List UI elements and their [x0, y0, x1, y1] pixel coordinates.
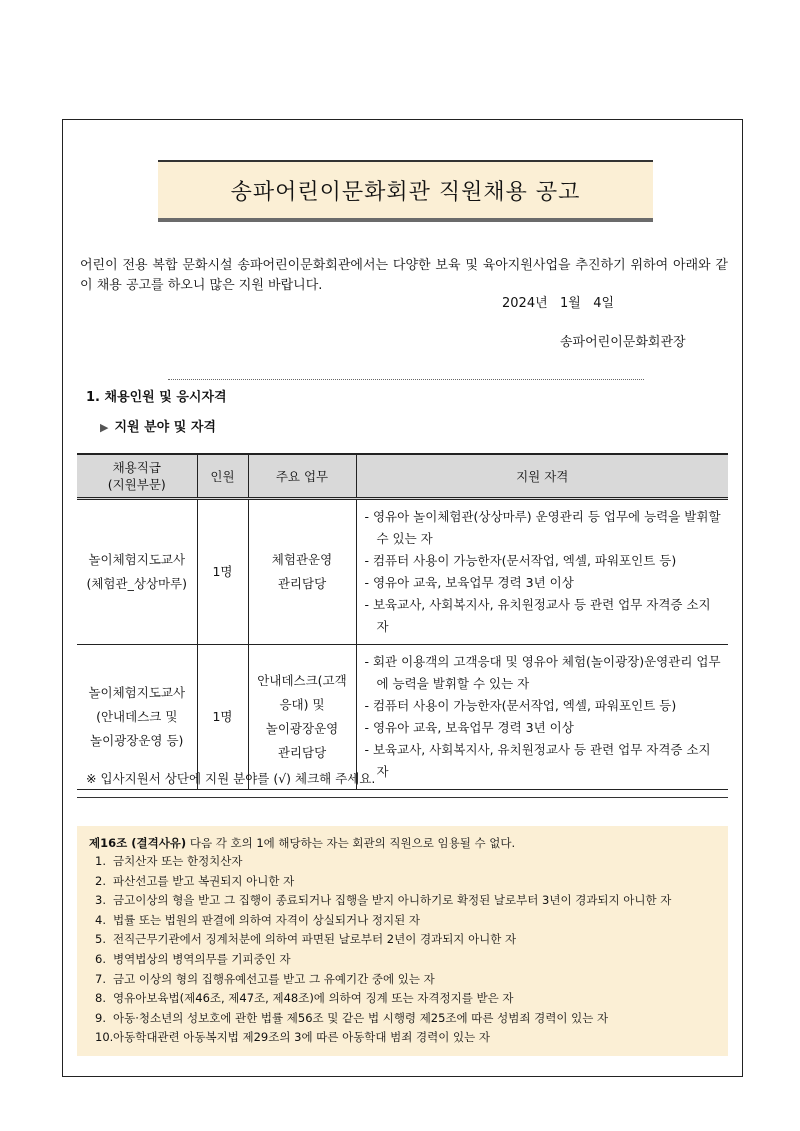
duty-line: 관리담당 — [277, 576, 327, 591]
item-number: 1. — [95, 854, 106, 868]
section-heading: 1. 채용인원 및 응시자격 — [86, 390, 227, 405]
list-item — [95, 1028, 718, 1048]
check-note: ※ 입사지원서 상단에 지원 분야를 (√) 체크해 주세요. — [86, 771, 376, 786]
cell-position — [77, 645, 197, 790]
qualification-item: - 영유아 놀이체험관(상상마루) 운영관리 등 업무에 능력을 발휘할 수 있는 자 — [364, 509, 721, 546]
intro-paragraph: 어린이 전용 복합 문화시설 송파어린이문화회관에서는 다양한 보육 및 육아지원사업을 추진하기 위하여 아래와 같이 채용 공고를 하오니 많은 지원 바랍니다. — [80, 258, 728, 293]
item-number: 4. — [95, 912, 106, 927]
page-title: 송파어린이문화회관 직원채용 공고 — [230, 179, 581, 205]
item-text: 병역법상의 병역의무를 기피중인 자 — [113, 951, 291, 966]
title-banner — [158, 160, 653, 222]
subsection-heading — [100, 416, 216, 435]
cell-position — [77, 499, 197, 645]
item-text: 아동학대관련 아동복지법 제29조의 3에 따른 아동학대 범죄 경력이 있는 자 — [113, 1030, 491, 1045]
law-title: 제16조 (결격사유) — [89, 836, 187, 850]
position-line: 놀이광장운영 등) — [90, 733, 184, 748]
list-item — [95, 930, 718, 950]
issuer-name: 송파어린이문화회관장 — [560, 335, 686, 350]
qualification-item: - 보육교사, 사회복지사, 유치원정교사 등 관련 업무 자격증 소지자 — [364, 742, 711, 779]
recruitment-table — [77, 453, 728, 790]
qualification-item: - 영유아 교육, 보육업무 경력 3년 이상 — [364, 720, 574, 735]
table-row — [77, 499, 728, 645]
disqualification-box — [77, 826, 728, 1056]
duty-line: 놀이광장운영 — [265, 721, 339, 736]
header-count: 인원 — [197, 454, 248, 499]
header-position — [77, 454, 197, 499]
header-duty: 주요 업무 — [248, 454, 356, 499]
item-number: 9. — [95, 1010, 106, 1025]
list-item — [95, 911, 718, 931]
position-line: 놀이체험지도교사 — [88, 552, 186, 567]
item-number: 3. — [95, 893, 106, 908]
list-item — [95, 891, 718, 911]
qualification-item: - 보육교사, 사회복지사, 유치원정교사 등 관련 업무 자격증 소지자 — [364, 597, 711, 634]
item-text: 금치산자 또는 한정치산자 — [113, 854, 243, 868]
cell-count: 1명 — [197, 499, 248, 645]
list-item — [95, 989, 718, 1009]
item-number: 2. — [95, 873, 106, 888]
duty-line: 관리담당 — [277, 745, 327, 760]
position-line: (안내데스크 및 — [96, 709, 178, 724]
qualification-item: - 회관 이용객의 고객응대 및 영유아 체험(놀이광장)운영관리 업무에 능력을 발휘할 수 있는 자 — [364, 654, 721, 691]
law-heading — [89, 834, 718, 852]
disqualification-list — [89, 852, 718, 1048]
table-row — [77, 645, 728, 790]
position-line: 놀이체험지도교사 — [88, 685, 186, 700]
duty-line: 체험관운영 — [271, 552, 333, 567]
cell-qualifications — [356, 499, 728, 645]
header-position-line1: 채용직급 — [112, 460, 161, 475]
subsection-label: 지원 분야 및 자격 — [114, 420, 216, 435]
header-position-line2: (지원부문) — [107, 477, 166, 492]
list-item — [95, 1009, 718, 1029]
triangle-bullet-icon: ▶ — [100, 421, 109, 434]
cell-count: 1명 — [197, 645, 248, 790]
item-text: 법률 또는 법원의 판결에 의하여 자격이 상실되거나 정지된 자 — [113, 912, 420, 927]
list-item — [95, 970, 718, 990]
item-number: 7. — [95, 971, 106, 986]
item-text: 금고 이상의 형의 집행유예선고를 받고 그 유예기간 중에 있는 자 — [113, 971, 435, 986]
list-item — [95, 950, 718, 970]
dotted-divider — [168, 379, 644, 380]
table-header-row — [77, 454, 728, 499]
list-item — [95, 872, 718, 892]
item-number: 8. — [95, 991, 106, 1006]
position-line: (체험관_상상마루) — [86, 576, 188, 591]
cell-duty — [248, 499, 356, 645]
item-text: 전직근무기관에서 징계처분에 의하여 파면된 날로부터 2년이 경과되지 아니한 자 — [113, 932, 517, 947]
cell-duty — [248, 645, 356, 790]
cell-qualifications — [356, 645, 728, 790]
item-text: 금고이상의 형을 받고 그 집행이 종료되거나 집행을 받지 아니하기로 확정된 날로부터 3년이 경과되지 아니한 자 — [113, 893, 672, 908]
note-divider — [77, 797, 728, 798]
qualification-item: - 컴퓨터 사용이 가능한자(문서작업, 엑셀, 파워포인트 등) — [364, 698, 677, 713]
item-number: 10. — [95, 1030, 114, 1045]
qualification-item: - 컴퓨터 사용이 가능한자(문서작업, 엑셀, 파워포인트 등) — [364, 553, 677, 568]
item-text: 영유아보육법(제46조, 제47조, 제48조)에 의하여 징계 또는 자격정지를 받은 자 — [113, 991, 514, 1006]
duty-line: 안내데스크(고객 — [257, 673, 347, 688]
duty-line: 응대) 및 — [279, 697, 325, 712]
item-number: 6. — [95, 951, 106, 966]
announcement-date: 2024년 1월 4일 — [502, 296, 615, 311]
item-text: 아동·청소년의 성보호에 관한 법률 제56조 및 같은 법 시행령 제25조에 따른 성범죄 경력이 있는 자 — [113, 1010, 609, 1025]
law-lead: 다음 각 호의 1에 해당하는 자는 회관의 직원으로 임용될 수 없다. — [189, 836, 516, 850]
qualification-item: - 영유아 교육, 보육업무 경력 3년 이상 — [364, 575, 574, 590]
header-qualification: 지원 자격 — [356, 454, 728, 499]
list-item — [95, 852, 718, 872]
item-text: 파산선고를 받고 복권되지 아니한 자 — [113, 873, 295, 888]
item-number: 5. — [95, 932, 106, 947]
